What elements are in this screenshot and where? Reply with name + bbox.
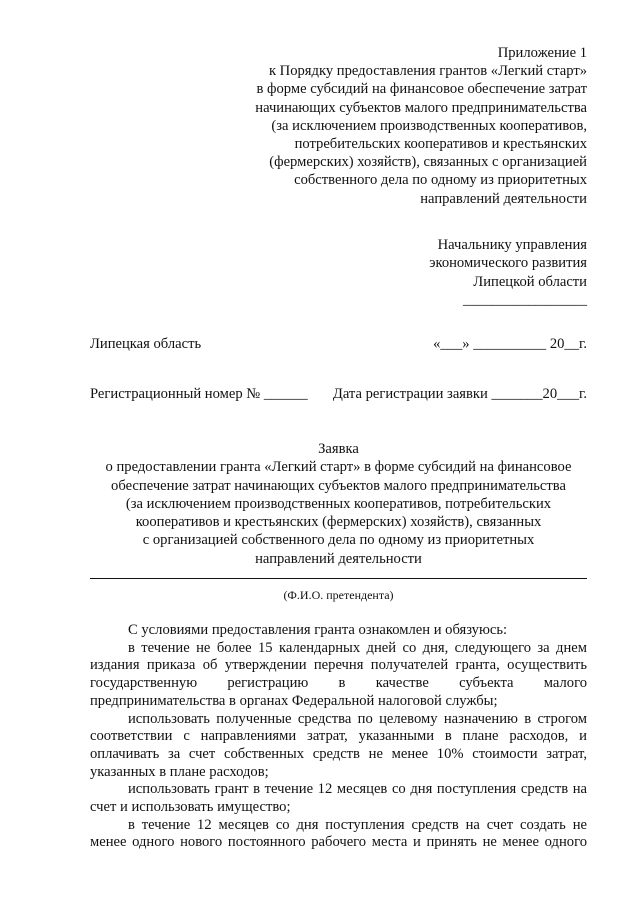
- application-line: кооперативов и крестьянских (фермерских) хозяйств), связанных: [135, 514, 542, 531]
- appendix-line: (фермерских) хозяйств), связанных с организацией: [269, 154, 587, 171]
- date-blank: «___» __________ 20__г.: [433, 336, 587, 352]
- addressee-block: [429, 236, 587, 310]
- applicant-name-field-line: [90, 578, 587, 579]
- appendix-line: направлений деятельности: [420, 190, 587, 207]
- region-label: Липецкая область: [90, 336, 202, 352]
- appendix-line: к Порядку предоставления грантов «Легкий старт»: [268, 63, 587, 80]
- application-heading: [90, 440, 587, 568]
- appendix-header: [255, 44, 587, 208]
- addressee-line: Начальнику управления: [437, 237, 587, 253]
- application-line: с организацией собственного дела по одному из приоритетных: [142, 532, 535, 549]
- application-line: направлений деятельности: [255, 550, 422, 567]
- obligations-intro: С условиями предоставления гранта ознакомлен и обязуюсь:: [128, 622, 508, 638]
- obligations-text: [90, 622, 587, 852]
- appendix-line: Приложение 1: [497, 45, 587, 61]
- appendix-line: собственного дела по одному из приоритетных: [294, 172, 587, 189]
- addressee-line: экономического развития: [429, 255, 587, 272]
- obligation-item: в течение 12 месяцев со дня поступления средств на счет создать не менее одного нового постоянного рабочего места и принять не менее одного: [90, 816, 587, 851]
- application-line: о предоставлении гранта «Легкий старт» в форме субсидий на финансовое: [105, 459, 572, 476]
- addressee-line: Липецкой области: [473, 273, 587, 290]
- appendix-line: (за исключением производственных кооперативов,: [271, 117, 587, 134]
- appendix-line: в форме субсидий на финансовое обеспечение затрат: [256, 81, 587, 98]
- place-date-row: [90, 336, 587, 353]
- obligation-item: использовать полученные средства по целевому назначению в строгом соответствии с направлениями затрат, указанными в плане расходов, и оплачивать за счет собственных средств не менее 10% стоимости затрат, указанных в плане расходов;: [90, 710, 587, 780]
- registration-date-label: Дата регистрации заявки _______20___г.: [332, 386, 587, 402]
- applicant-name-caption: (Ф.И.О. претендента): [283, 588, 394, 602]
- application-title: Заявка: [318, 441, 359, 457]
- appendix-line: потребительских кооперативов и крестьянских: [294, 136, 587, 153]
- addressee-signature-blank: _________________: [462, 292, 587, 309]
- application-line: (за исключением производственных кооперативов, потребительских: [125, 495, 552, 512]
- registration-row: [90, 386, 587, 403]
- document-page: [90, 0, 587, 905]
- registration-number-label: Регистрационный номер № ______: [90, 386, 308, 402]
- obligation-item: использовать грант в течение 12 месяцев со дня поступления средств на счет и использовать имущество;: [90, 781, 587, 816]
- obligation-item: в течение не более 15 календарных дней со дня, следующего за днем издания приказа об утверждении перечня получателей гранта, осуществить государственную регистрацию в качестве субъекта малого предпринимательства в органах Федеральной налоговой службы;: [90, 639, 587, 709]
- application-line: обеспечение затрат начинающих субъектов малого предпринимательства: [111, 477, 566, 494]
- appendix-line: начинающих субъектов малого предпринимательства: [255, 99, 587, 116]
